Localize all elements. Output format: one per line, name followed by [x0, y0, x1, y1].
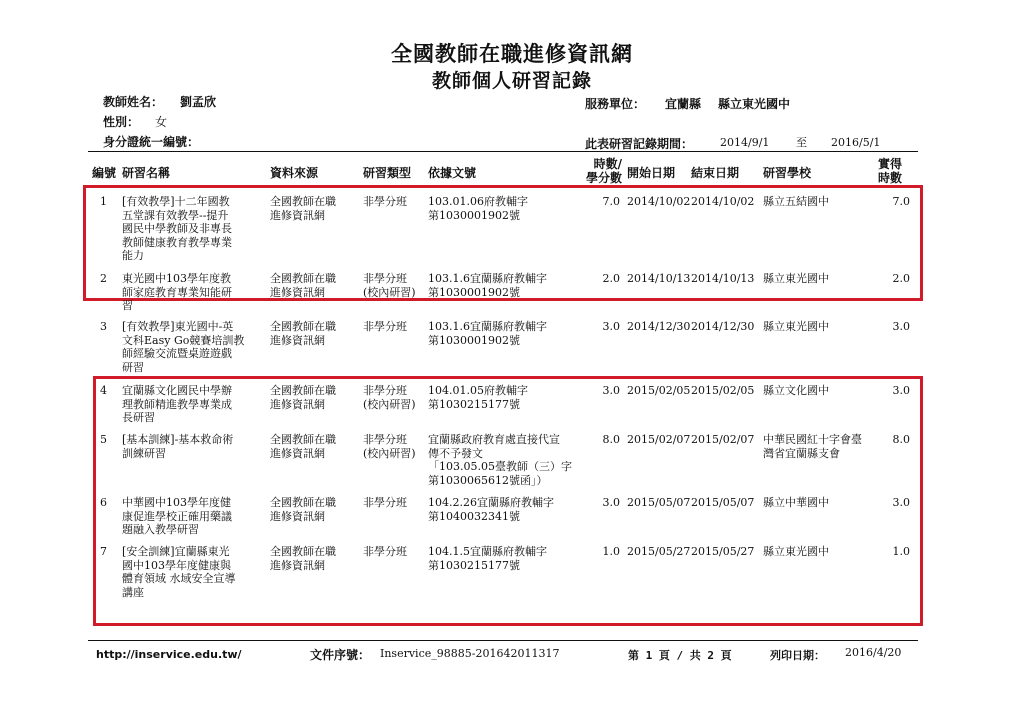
row-5-source: 全國教師在職 進修資訊網: [270, 433, 336, 460]
row-5-no: 5: [100, 433, 107, 446]
page-subtitle: 教師個人研習記錄: [431, 70, 592, 92]
row-2-end: 2014/10/13: [691, 272, 755, 285]
row-2-doc: 103.1.6宜蘭縣府教輔字 第1030001902號: [428, 272, 547, 299]
row-4-type: 非學分班 (校內研習): [363, 384, 416, 411]
row-7-source: 全國教師在職 進修資訊網: [270, 545, 336, 572]
row-5-end: 2015/02/07: [691, 433, 755, 446]
row-3-type: 非學分班: [363, 320, 407, 333]
row-1-source: 全國教師在職 進修資訊網: [270, 195, 336, 222]
row-4-actual: 3.0: [892, 384, 910, 397]
footer-rule: [88, 640, 918, 641]
row-1-type: 非學分班: [363, 195, 407, 208]
doc-seq-value: Inservice_98885-201642011317: [380, 647, 560, 660]
row-1-name: [有效教學]十二年國教 五堂課有效教學--提升 國民中學教師及非專長 教師健康教育教學專業 能力: [122, 195, 232, 263]
row-7-start: 2015/05/27: [627, 545, 691, 558]
row-6-hours: 3.0: [602, 496, 620, 509]
row-4-source: 全國教師在職 進修資訊網: [270, 384, 336, 411]
row-6-actual: 3.0: [892, 496, 910, 509]
row-2-start: 2014/10/13: [627, 272, 691, 285]
row-2-hours: 2.0: [602, 272, 620, 285]
row-7-name: [安全訓練]宜蘭縣東光 國中103學年度健康與 體育領域 水域安全宣導 講座: [122, 545, 236, 599]
row-1-school: 縣立五結國中: [763, 195, 829, 208]
footer-url[interactable]: http://inservice.edu.tw/: [96, 648, 242, 661]
row-3-start: 2014/12/30: [627, 320, 691, 333]
row-7-school: 縣立東光國中: [763, 545, 829, 558]
teacher-name: 劉孟欣: [180, 95, 217, 109]
page-title: 全國教師在職進修資訊網: [391, 42, 633, 66]
row-6-type: 非學分班: [363, 496, 407, 509]
row-7-actual: 1.0: [892, 545, 910, 558]
row-4-end: 2015/02/05: [691, 384, 755, 397]
row-6-start: 2015/05/07: [627, 496, 691, 509]
row-4-start: 2015/02/05: [627, 384, 691, 397]
col-actual-2: 時數: [877, 171, 902, 185]
teacher-name-label: 教師姓名：: [103, 95, 164, 109]
row-4-doc: 104.01.05府教輔字 第1030215177號: [428, 384, 528, 411]
row-4-school: 縣立文化國中: [763, 384, 829, 397]
col-start: 開始日期: [627, 166, 676, 180]
period-label: 此表研習記錄期間：: [585, 137, 694, 151]
doc-seq-label: 文件序號：: [310, 648, 371, 662]
row-6-doc: 104.2.26宜蘭縣府教輔字 第1040032341號: [428, 496, 554, 523]
col-source: 資料來源: [270, 166, 319, 180]
row-3-name: [有效教學]東光國中-英 文科Easy Go競賽培訓教 師經驗交流暨桌遊遊戲 研習: [122, 320, 245, 374]
row-7-end: 2015/05/27: [691, 545, 755, 558]
gender-value: 女: [155, 115, 168, 129]
print-date-label: 列印日期：: [770, 649, 825, 662]
row-1-end: 2014/10/02: [691, 195, 755, 208]
table-top-rule: [88, 151, 918, 152]
service-label: 服務單位：: [585, 97, 646, 111]
col-hours-1: 時數/: [593, 157, 622, 171]
row-4-name: 宜蘭縣文化國民中學辦 理教師精進教學專業成 長研習: [122, 384, 232, 425]
row-3-end: 2014/12/30: [691, 320, 755, 333]
row-2-source: 全國教師在職 進修資訊網: [270, 272, 336, 299]
row-5-doc: 宜蘭縣政府教育處直接代宣 傳不予發文 「103.05.05臺教師（三）字 第1030065612號函」）: [428, 433, 572, 487]
col-school: 研習學校: [763, 166, 812, 180]
row-3-school: 縣立東光國中: [763, 320, 829, 333]
row-3-hours: 3.0: [602, 320, 620, 333]
row-3-doc: 103.1.6宜蘭縣府教輔字 第1030001902號: [428, 320, 547, 347]
col-hours-2: 學分數: [585, 171, 622, 185]
row-1-hours: 7.0: [602, 195, 620, 208]
row-2-type: 非學分班 (校內研習): [363, 272, 416, 299]
row-6-name: 中華國中103學年度健 康促進學校正確用藥議 題融入教學研習: [122, 496, 232, 537]
col-actual-1: 實得: [877, 157, 902, 171]
service-county: 宜蘭縣: [665, 97, 702, 111]
col-type: 研習類型: [363, 166, 412, 180]
row-4-no: 4: [100, 384, 107, 397]
period-start: 2014/9/1: [720, 136, 770, 149]
row-6-no: 6: [100, 496, 107, 509]
row-3-source: 全國教師在職 進修資訊網: [270, 320, 336, 347]
period-end: 2016/5/1: [831, 136, 881, 149]
row-3-no: 3: [100, 320, 107, 333]
row-1-start: 2014/10/02: [627, 195, 691, 208]
row-5-start: 2015/02/07: [627, 433, 691, 446]
row-2-no: 2: [100, 272, 107, 285]
gender-label: 性別：: [103, 115, 140, 129]
row-4-hours: 3.0: [602, 384, 620, 397]
row-6-school: 縣立中華國中: [763, 496, 829, 509]
row-5-name: [基本訓練]-基本救命術 訓練研習: [122, 433, 234, 460]
row-5-hours: 8.0: [602, 433, 620, 446]
row-2-name: 東光國中103學年度教 師家庭教育專業知能研 習: [122, 272, 232, 313]
row-1-no: 1: [100, 195, 107, 208]
row-3-actual: 3.0: [892, 320, 910, 333]
col-no: 編號: [92, 166, 117, 180]
row-5-school: 中華民國紅十字會臺 灣省宜蘭縣支會: [763, 433, 862, 460]
row-1-doc: 103.01.06府教輔字 第1030001902號: [428, 195, 528, 222]
row-5-type: 非學分班 (校內研習): [363, 433, 416, 460]
period-to: 至: [796, 136, 807, 149]
row-7-hours: 1.0: [602, 545, 620, 558]
row-2-school: 縣立東光國中: [763, 272, 829, 285]
col-doc: 依據文號: [428, 166, 477, 180]
row-7-no: 7: [100, 545, 107, 558]
row-5-actual: 8.0: [892, 433, 910, 446]
col-name: 研習名稱: [122, 166, 171, 180]
row-6-source: 全國教師在職 進修資訊網: [270, 496, 336, 523]
id-label: 身分證統一編號：: [103, 135, 200, 149]
row-7-type: 非學分班: [363, 545, 407, 558]
print-date-value: 2016/4/20: [845, 646, 902, 659]
row-7-doc: 104.1.5宜蘭縣府教輔字 第1030215177號: [428, 545, 547, 572]
row-6-end: 2015/05/07: [691, 496, 755, 509]
col-end: 結束日期: [691, 166, 740, 180]
service-school: 縣立東光國中: [718, 97, 791, 111]
row-2-actual: 2.0: [892, 272, 910, 285]
page-indicator: 第 1 頁 / 共 2 頁: [628, 649, 732, 662]
row-1-actual: 7.0: [892, 195, 910, 208]
